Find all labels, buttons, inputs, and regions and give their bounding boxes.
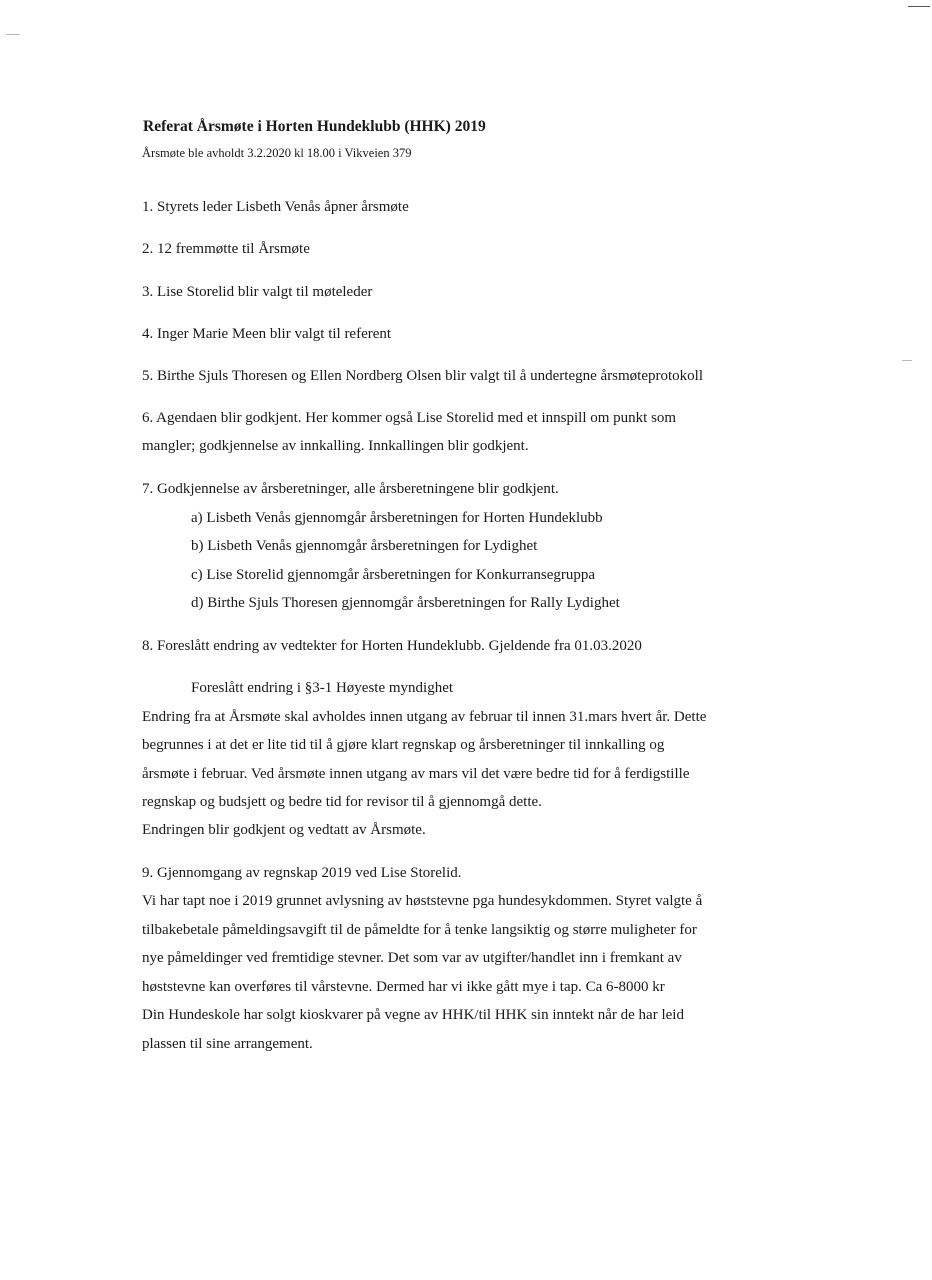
item-8: 8. Foreslått endring av vedtekter for Horten Hundeklubb. Gjeldende fra 01.03.2020 — [142, 638, 642, 654]
item-7-subitem: c) Lise Storelid gjennomgår årsberetningen for Konkurransegruppa — [191, 567, 596, 583]
item-6-line-2: mangler; godkjennelse av innkalling. Innkallingen blir godkjent. — [142, 438, 529, 454]
item-1: 1. Styrets leder Lisbeth Venås åpner årsmøte — [142, 199, 409, 215]
item-5: 5. Birthe Sjuls Thoresen og Ellen Nordberg Olsen blir valgt til å undertegne årsmøteprotokoll — [142, 368, 704, 384]
item-7: 7. Godkjennelse av årsberetninger, alle årsberetningene blir godkjent. — [142, 481, 559, 497]
item-3: 3. Lise Storelid blir valgt til møteleder — [142, 284, 373, 300]
item-7-subitem: b) Lisbeth Venås gjennomgår årsberetningen for Lydighet — [191, 538, 538, 554]
item-8-heading: Foreslått endring i §3-1 Høyeste myndighet — [191, 680, 454, 696]
item-9-body-line: høststevne kan overføres til vårstevne. Dermed har vi ikke gått mye i tap. Ca 6-8000 kr — [142, 979, 665, 995]
item-6-line-1: 6. Agendaen blir godkjent. Her kommer også Lise Storelid med et innspill om punkt som — [142, 410, 677, 426]
item-9-body-line: tilbakebetale påmeldingsavgift til de påmeldte for å tenke langsiktig og større muligheter for — [142, 922, 697, 938]
document-subtitle: Årsmøte ble avholdt 3.2.2020 kl 18.00 i Vikveien 379 — [142, 146, 412, 160]
item-7-subitem: d) Birthe Sjuls Thoresen gjennomgår årsberetningen for Rally Lydighet — [191, 595, 620, 611]
scan-mark-left-edge — [6, 34, 20, 35]
item-9-body-line: plassen til sine arrangement. — [142, 1036, 313, 1052]
item-2: 2. 12 fremmøtte til Årsmøte — [142, 241, 310, 257]
item-9-body-line: Vi har tapt noe i 2019 grunnet avlysning av høststevne pga hundesykdommen. Styret valgte å — [142, 893, 703, 909]
scan-mark-top-right — [908, 6, 930, 7]
scan-mark-right-edge — [902, 360, 912, 361]
item-8-body-line: begrunnes i at det er lite tid til å gjøre klart regnskap og årsberetninger til innkalling og — [142, 737, 665, 753]
item-8-body-line: Endring fra at Årsmøte skal avholdes innen utgang av februar til innen 31.mars hvert år. Dette — [142, 709, 707, 725]
item-7-subitem: a) Lisbeth Venås gjennomgår årsberetningen for Horten Hundeklubb — [191, 510, 603, 526]
item-8-body-line: Endringen blir godkjent og vedtatt av Årsmøte. — [142, 822, 426, 838]
item-4: 4. Inger Marie Meen blir valgt til referent — [142, 326, 392, 342]
item-9-body-line: nye påmeldinger ved fremtidige stevner. Det som var av utgifter/handlet inn i fremkant av — [142, 950, 682, 966]
item-8-body-line: regnskap og budsjett og bedre tid for revisor til å gjennomgå dette. — [142, 794, 542, 810]
item-8-body-line: årsmøte i februar. Ved årsmøte innen utgang av mars vil det være bedre tid for å ferdigstille — [142, 766, 690, 782]
document-title: Referat Årsmøte i Horten Hundeklubb (HHK) 2019 — [143, 118, 486, 135]
item-9-body-line: Din Hundeskole har solgt kioskvarer på vegne av HHK/til HHK sin inntekt når de har leid — [142, 1007, 684, 1023]
item-9: 9. Gjennomgang av regnskap 2019 ved Lise Storelid. — [142, 865, 462, 881]
